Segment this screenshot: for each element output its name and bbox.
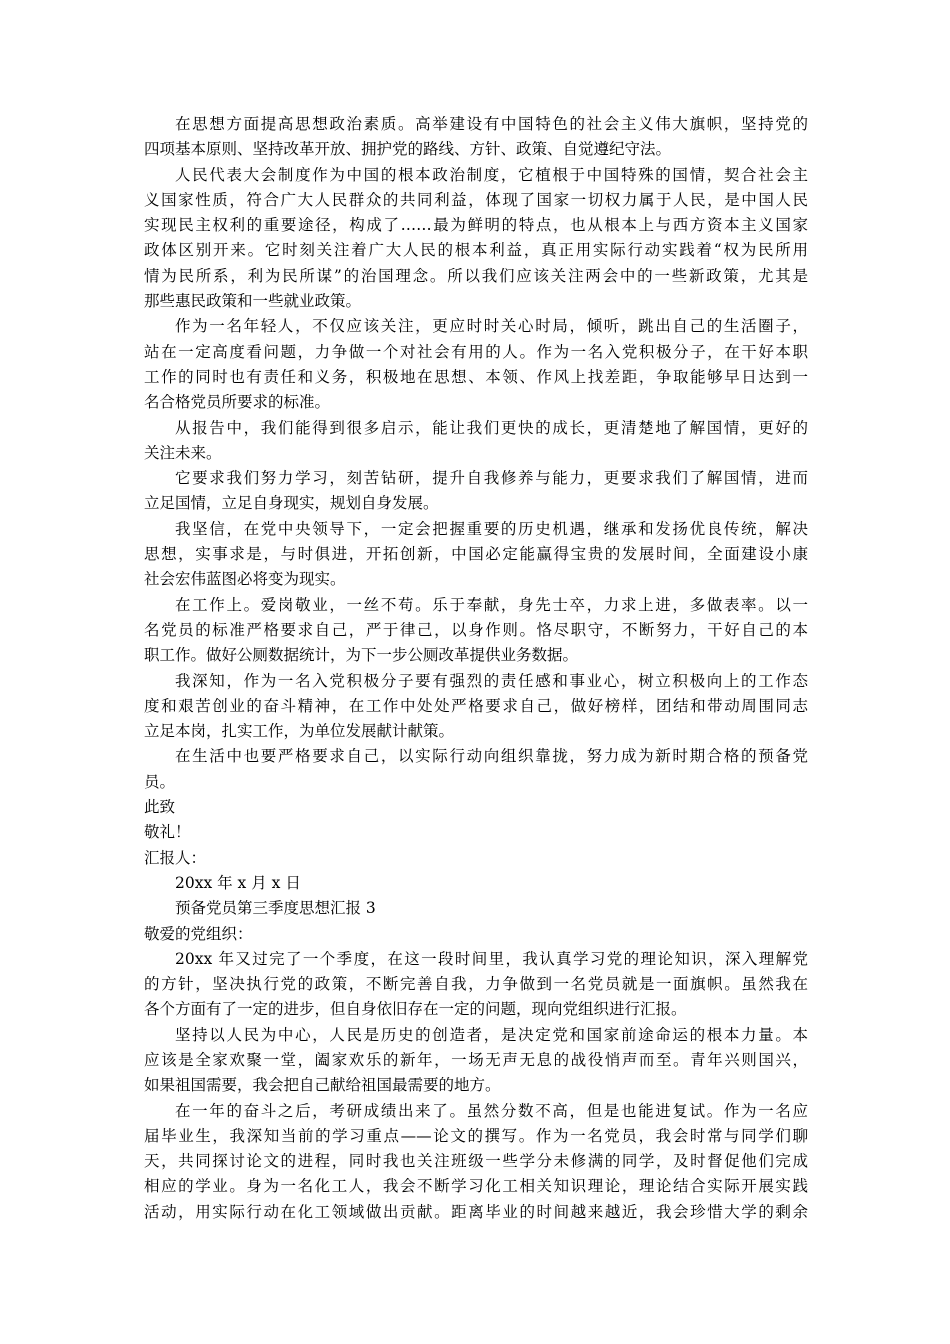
text-line: 坚持以人民为中心，人民是历史的创造者，是决定党和国家前途命运的根本力量。本 [175,1025,808,1044]
text-line: 活动，用实际行动在化工领域做出贡献。距离毕业的时间越来越近，我会珍惜大学的剩余 [144,1202,808,1221]
text-line: 政体区别开来。它时刻关注着广大人民的根本利益，真正用实际行动实践着“权为民所用 [144,241,808,260]
text-line: 情为民所系，利为民所谋”的治国理念。所以我们应该关注两会中的一些新政策，尤其是 [144,266,808,285]
text-line: 预备党员第三季度思想汇报 3 [175,899,376,918]
text-line: 应该是全家欢聚一堂，阖家欢乐的新年，一场无声无息的战役悄声而至。青年兴则国兴， [144,1050,808,1069]
text-line: 从报告中，我们能得到很多启示，能让我们更快的成长，更清楚地了解国情，更好的 [175,418,808,437]
text-line: 社会宏伟蓝图必将变为现实。 [144,570,346,589]
text-line: 工作的同时也有责任和义务，积极地在思想、本领、作风上找差距，争取能够早日达到一 [144,367,808,386]
text-line: 届毕业生，我深知当前的学习重点——论文的撰写。作为一名党员，我会时常与同学们聊 [144,1126,808,1145]
text-line: 此致 [144,798,176,817]
text-line: 它要求我们努力学习，刻苦钻研，提升自我修养与能力，更要求我们了解国情，进而 [175,469,808,488]
text-line: 敬爱的党组织： [144,924,253,943]
text-line: 我坚信，在党中央领导下，一定会把握重要的历史机遇，继承和发扬优良传统，解决 [175,519,808,538]
text-line: 度和艰苦创业的奋斗精神，在工作中处处严格要求自己，做好榜样，团结和带动周围同志 [144,696,808,715]
text-line: 敬礼！ [144,823,191,842]
text-line: 义国家性质，符合广大人民群众的共同利益，体现了国家一切权力属于人民，是中国人民 [144,190,808,209]
text-line: 员。 [144,772,176,791]
text-line: 关注未来。 [144,443,222,462]
text-line: 在工作上。爱岗敬业，一丝不苟。乐于奉献，身先士卒，力求上进，多做表率。以一 [175,595,808,614]
text-line: 20xx 年又过完了一个季度，在这一段时间里，我认真学习党的理论知识，深入理解党 [175,949,808,968]
text-line: 汇报人： [144,848,207,867]
text-line: 实现民主权利的重要途径，构成了……最为鲜明的特点，也从根本上与西方资本主义国家 [144,216,808,235]
text-line: 名党员的标准严格要求自己，严于律己，以身作则。恪尽职守，不断努力，干好自己的本 [144,620,808,639]
text-line: 思想，实事求是，与时俱进，开拓创新，中国必定能赢得宝贵的发展时间，全面建设小康 [144,545,808,564]
text-line: 在一年的奋斗之后，考研成绩出来了。虽然分数不高，但是也能进复试。作为一名应 [175,1101,808,1120]
text-line: 相应的学业。身为一名化工人，我会不断学习化工相关知识理论，理论结合实际开展实践 [144,1177,808,1196]
text-line: 立足国情，立足自身现实，规划自身发展。 [144,494,439,513]
text-line: 职工作。做好公厕数据统计，为下一步公厕改革提供业务数据。 [144,646,579,665]
text-line: 如果祖国需要，我会把自己献给祖国最需要的地方。 [144,1076,501,1095]
text-line: 人民代表大会制度作为中国的根本政治制度，它植根于中国特殊的国情，契合社会主 [175,165,808,184]
document-page [144,112,808,1225]
text-line: 各个方面有了一定的进步，但自身依旧存在一定的问题，现向党组织进行汇报。 [144,1000,687,1019]
text-line: 立足本岗，扎实工作，为单位发展献计献策。 [144,722,455,741]
text-line: 站在一定高度看问题，力争做一个对社会有用的人。作为一名入党积极分子，在干好本职 [144,342,808,361]
text-line: 在生活中也要严格要求自己，以实际行动向组织靠拢，努力成为新时期合格的预备党 [175,747,808,766]
text-line: 四项基本原则、坚持改革开放、拥护党的路线、方针、政策、自觉遵纪守法。 [144,140,672,159]
text-line: 在思想方面提高思想政治素质。高举建设有中国特色的社会主义伟大旗帜，坚持党的 [175,115,808,133]
text-line: 那些惠民政策和一些就业政策。 [144,292,362,311]
text-line: 的方针，坚决执行党的政策，不断完善自我，力争做到一名党员就是一面旗帜。虽然我在 [144,975,808,994]
text-line: 我深知，作为一名入党积极分子要有强烈的责任感和事业心，树立积极向上的工作态 [175,671,808,690]
text-line: 名合格党员所要求的标准。 [144,393,331,412]
text-line: 天，共同探讨论文的进程，同时我也关注班级一些学分未修满的同学，及时督促他们完成 [144,1152,808,1171]
text-line: 作为一名年轻人，不仅应该关注，更应时时关心时局，倾听，跳出自己的生活圈子， [175,317,808,336]
text-line: 20xx 年 x 月 x 日 [175,873,301,892]
